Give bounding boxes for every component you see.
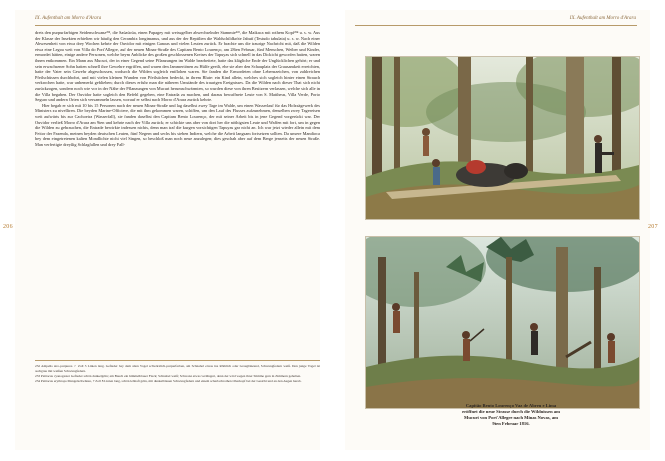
forest-camp-image	[366, 57, 639, 219]
body-paragraph-2: Hier begab er sich mit 10 bis 15 Personen nach der neuen Minas-Straße und lag daselbst zwey Tage im Walde, um einen Wasserlauf für das Holzsägewerk des Ministers zu nivelliren. Die beyden Marine-Officiere, die mit ihm gekommen waren, schiffen, um den Lauf des Flusses aufzunehmen, denselben zwey Tagereisen weit aufwärts bis zur Cachoeira (Wasserfall), sie fanden daselbst den Capitam Bento Lourenço, der mit seiner Arbeit bis in jene Gegend vorgerückt war. Der Ouvidor verließ Morro d'Arara am 9ten und kehrte nach der Villa zurück; er schickte uns aber von dort her die nöthigsten Leute und Waffen mit fort, um in gegen die Wilden zu gebrauchen, die Entrade bewirkte indessen nichts, denn man traf die kurgen vorsichtigen Tapuyas gar nicht an. Ich war jetzt wieder allein mit dem Feitor der Fazenda, meinen beyden deutschen Leuten, fünf Negern und sechs bis sieben Indiern, welche die Arbeit langsam fortsetzen sollten. Da unsere Mandioca bey dem eingetretenen kalten Mondlichte nicht viel Singen, so beschloß man noch neue anzulegen; dies geschah aber auf dem Berge jenseits der neuen Straße. Man verfertigte dreyßig Schlagfallen und drey Fall-	[35, 102, 320, 147]
right-page-number: 207	[648, 224, 658, 230]
left-page	[3, 10, 320, 450]
jungle-clearing-image	[366, 237, 639, 408]
illustration-caption: Capitão Bento Lourenço Vaz de Abreu e Lima eröffnet die neue Strasse durch die Wildnissen am Mucuri von Port'Allegre nach Minas Novas, am 9ten Februar 1816.	[462, 403, 560, 426]
footnote-rule	[35, 360, 320, 361]
footnote-234: 234 Psittacus erythrops Mangelschwänze, 7 Zoll 8 Linien lang, schön lebhaft grün, mit dunkelblauen Schwungfedern und einem scharlachrothen Oberkopf bei der Gesicht und an den Augen herab.	[35, 378, 302, 383]
left-page-number: 206	[3, 224, 13, 230]
right-head-rule	[355, 25, 637, 26]
jungle-clearing-illustration	[365, 236, 640, 409]
footnotes	[35, 364, 320, 384]
left-head-rule	[35, 25, 320, 26]
body-paragraph-1: drets den purpurfarbigen Seidenschwanz²³², die Saúaúcúa, einen Papagey mit weissgelber abwechselnder Stammie²³³, die Maikaca mit rothem Kopf²³⁴ u. s. w. Aus der Klasse der Insekten erhielten wir häufig den Cerambix longimanus, und aus der der Reptilien die Waldschildkröte Jabutí (Testudo tabulata) u. s. w. Nach einer Abwesenheit von etwa drey Wochen kehrte der Ouvidor mit einigen Ganoas und vielen Leuten zurück. Er brachte uns die traurige Nachricht mit, daß die Wilden etwa eine Legoa weit von Villa do Port'Allegre, auf der neuen Minas-Straße des Capitam Bento Lourenço, am 28ten Februar, fünf Menschen, Weiber und Kinder, ermordet hätten, einige andere Personen, welche beym Anblicke des großen geschlossenen Kreises der Tapuyas sich schnell in das Dickicht geworfen hatten, waren ihnen entkommen. Ein Mann aus Mucuri, der in einer Gegend seine Pflanzungen im Walde bearbeitete, hatte das klägliche Ende der Unglücklichen gehört; er und sein erwachsener Sohn hatten schnell ihre Gewehre ergriffen, und waren den Jammertönen zu Hülfe geeilt, ehe sie aber den Schauplatz der Grausamkeit erreichten, hatte der Vater sein Gewehr abgeschossen, wodurch die Wilden sogleich entflohen waren. Sie fanden die Ermordeten ohne Lebenszeichen, von zahlreichen Pfeilschüssen durchbohrt, und mit vielen kleinen Wunden von Pfeilstichen bedeckt, in ihrem Blute: ein Kind allein, welches sich sogleich hinter einen Strauch verkrochen hatte, war unbemerkt geblieben; durch dieses erfuhr man die näheren Umstände des traurigen Ereignisses. Da die Wilden nach dieser That sich nicht zurückzogen, sondern noch wie vor in der Nähe der Pflanzungen von Mucuri herumschwärmten, so wurden diese von ihren Besitzern verlassen, welche sich alle in die Villa begaben. Der Ouvidor hatte sogleich den Befehl gegeben, eine Entrada zu machen, und daraus bewaffnete Leute von S. Mattheus, Villa Verde, Porto Seguro und andern Orten sich versammeln lassen, worauf er selbst nach Morro d'Arara zurück kehrte.	[35, 30, 320, 103]
forest-camp-illustration	[365, 56, 640, 220]
right-running-head: IX. Aufenthalt am Morro d'Arara	[569, 16, 636, 21]
right-page	[345, 10, 658, 450]
footnote-233: 233 Psittacus cyanogaster Gefieder schön dunkelgrün; am Bauch ein himmelblauer Fleck; Schnabel weiß; Schwanz etwas verlängert, denn der wird wegen ihrer Stimme gern in Zimmern gehalten.	[35, 373, 301, 378]
left-running-head: IX. Aufenthalt am Morro d'Arara	[35, 16, 102, 21]
left-body-text	[35, 30, 320, 147]
footnote-232: 232 Ampelis atro-purpurea ♂ Zoll 3 Linien lang. Gefieder bey dem alten Vogel schwärzlich-purpurfarben, am Schnabel etwas ins Röthlich oder Grauglänzend, Schwungfedern weiß. Den junge Vogel ist aschgrau mit weißen Schwungfedern.	[35, 364, 320, 373]
